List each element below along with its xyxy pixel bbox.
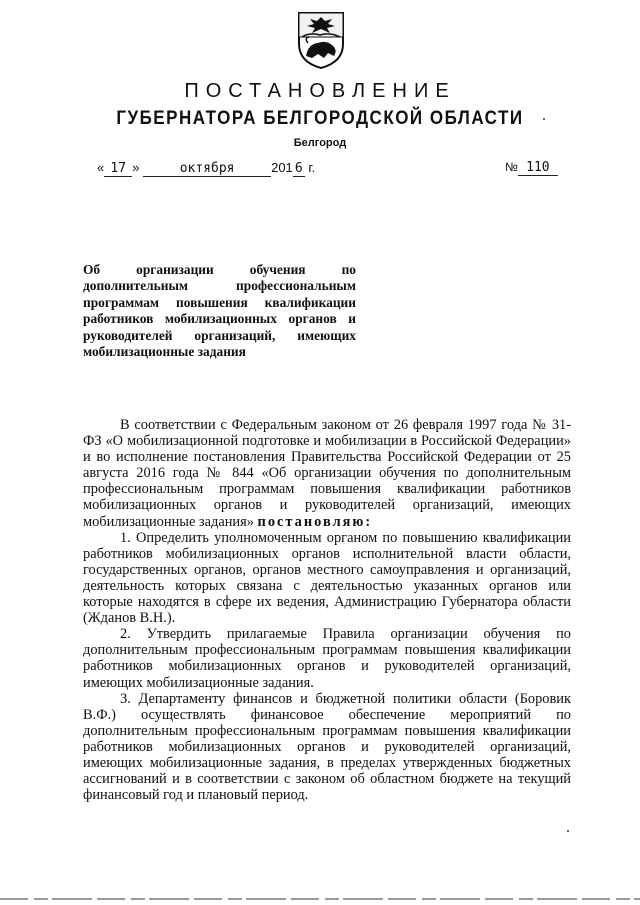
document-body: [83, 417, 571, 803]
document-date: [97, 160, 315, 177]
preamble-paragraph: [83, 417, 571, 530]
document-number: [505, 160, 558, 176]
date-year-digit: 6: [293, 162, 305, 177]
document-title: Об организации обучения по дополнительным профессиональным программам повышения квалификации работников мобилизационных органов и руководителей организаций, имеющих мобилизационные задания: [83, 262, 356, 360]
scan-speck: [567, 830, 569, 832]
resolve-word: постановляю:: [257, 513, 373, 530]
date-year-suffix: г.: [304, 160, 316, 175]
clause-1: 1. Определить уполномоченным органом по повышению квалификации работников мобилизационных органов исполнительной власти области, государственных органов, органов местного самоуправления и организаций, деятельность которых связана с деятельностью указанных органов или которые находятся в сфере их ведения, Администрацию Губернатора области (Жданов В.Н.).: [83, 529, 571, 627]
issuer-heading: ГУБЕРНАТОРА БЕЛГОРОДСКОЙ ОБЛАСТИ: [116, 106, 524, 129]
preamble-text: В соответствии с Федеральным законом от 26 февраля 1997 года № 31-ФЗ «О мобилизационной подготовке и мобилизации в Российской Федерации» и во исполнение постановления Правительства Российской Федерации от 25 августа 2016 года № 844 «Об организации обучения по дополнительным профессиональным программам повышения квалификации работников мобилизационных органов и руководителей организаций, имеющих мобилизационные задания»: [83, 417, 571, 530]
clause-2: 2. Утвердить прилагаемые Правила организации обучения по дополнительным профессиональным программам повышения квалификации работников мобилизационных органов и руководителей организаций, имеющих мобилизационные задания.: [83, 626, 571, 691]
clause-3: 3. Департаменту финансов и бюджетной политики области (Боровик В.Ф.) осуществлять финансовое обеспечение мероприятий по дополнительным профессиональным программам повышения квалификации работников мобилизационных органов и руководителей организаций, имеющих мобилизационные задания, в пределах утвержденных бюджетных ассигнований и в соответствии с законом об областном бюджете на текущий финансовый год и плановый период.: [83, 690, 571, 804]
scan-speck: [543, 118, 545, 120]
date-year-prefix: 201: [271, 160, 293, 175]
date-month: октября: [143, 162, 271, 177]
date-day: 17: [104, 162, 132, 177]
number-label: №: [505, 160, 518, 174]
bottom-edge-rule: [0, 898, 640, 900]
document-type-heading: ПОСТАНОВЛЕНИЕ: [184, 80, 456, 102]
date-close-quote: »: [132, 160, 140, 175]
coat-of-arms-icon: [296, 10, 346, 70]
city-name: Белгород: [293, 137, 347, 149]
number-value: 110: [518, 161, 558, 176]
date-open-quote: «: [97, 160, 105, 175]
